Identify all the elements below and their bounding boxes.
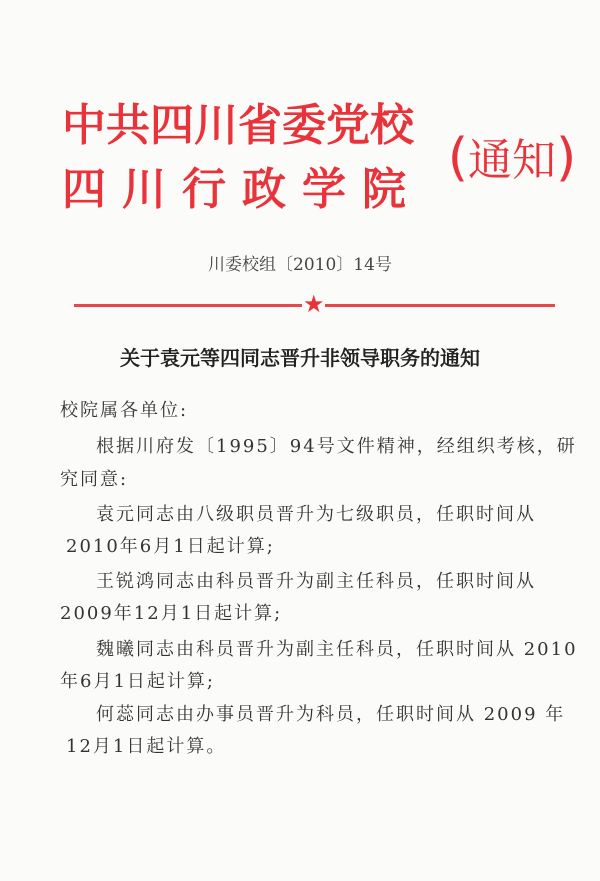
paren-open: ( [447,128,468,188]
body-line: 2010年6月1日起计算; [66,536,275,557]
divider-right [325,304,555,307]
salutation: 校院属各单位: [60,400,189,421]
document-title: 关于袁元等四同志晋升非领导职务的通知 [120,346,480,370]
document-number: 川委校组〔2010〕14号 [208,255,392,275]
body-line: 究同意: [60,469,129,490]
divider-left [74,304,302,307]
issuer-line-1: 中共四川省委党校 [62,100,414,151]
body-line: 魏曦同志由科员晋升为副主任科员，任职时间从 2010 [96,639,578,660]
body-line: 12月1日起计算。 [66,736,227,757]
body-line: 年6月1日起计算; [60,671,215,692]
notice-label: 通知 [468,135,556,186]
issuer-line-2: 四川行政学院 [62,164,422,215]
body-line: 袁元同志由八级职员晋升为七级职员，任职时间从 [96,504,536,525]
notice-mark [432,118,592,198]
paren-close: ) [556,128,577,188]
body-line: 根据川府发〔1995〕94号文件精神，经组织考核，研 [96,436,577,457]
body-line: 何蕊同志由办事员晋升为科员，任职时间从 2009 年 [96,704,566,725]
body-line: 王锐鸿同志由科员晋升为副主任科员，任职时间从 [96,571,536,592]
star-icon: ★ [303,290,325,318]
body-line: 2009年12月1日起计算; [60,603,283,624]
